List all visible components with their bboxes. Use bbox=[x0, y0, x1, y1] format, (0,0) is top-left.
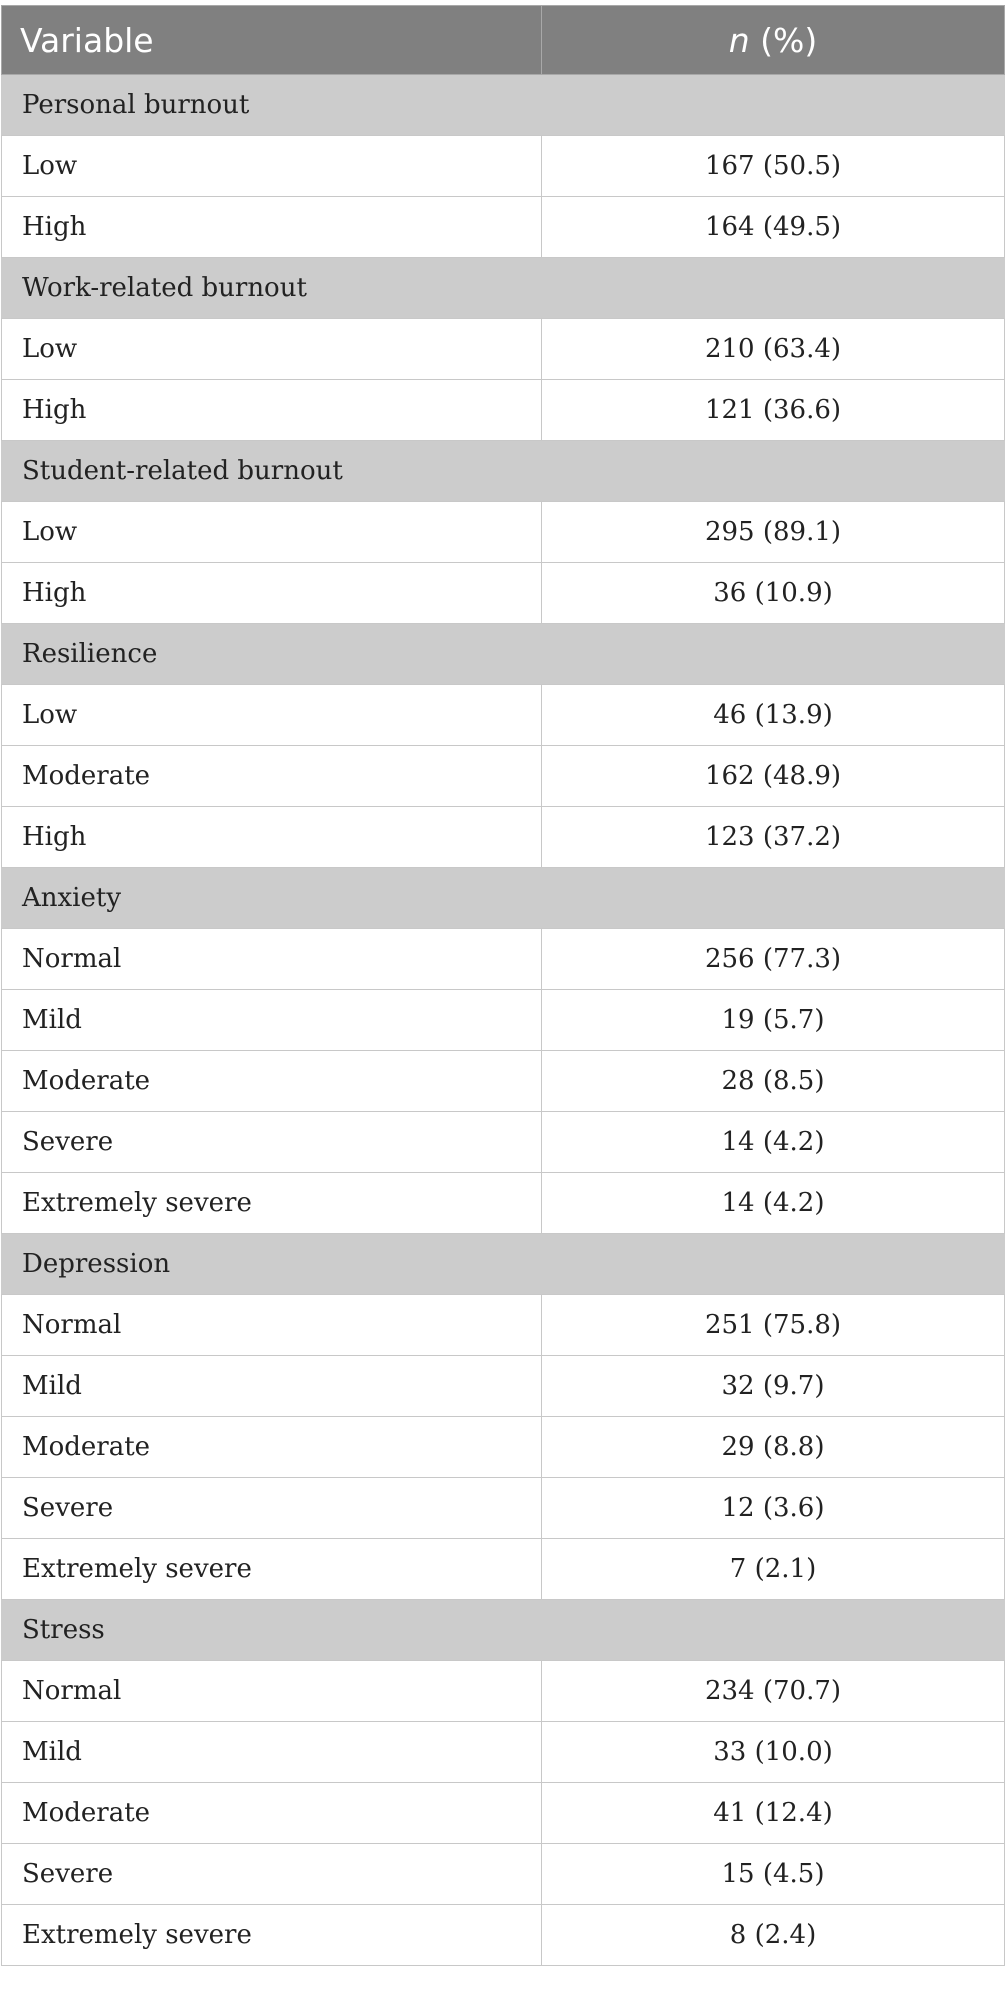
section-row bbox=[2, 258, 1005, 319]
section-title: Personal burnout bbox=[2, 75, 1005, 136]
section-row bbox=[2, 1600, 1005, 1661]
table-row bbox=[2, 563, 1005, 624]
table-header bbox=[2, 6, 1005, 75]
row-label: High bbox=[2, 563, 542, 624]
row-value: 32 (9.7) bbox=[542, 1356, 1005, 1417]
row-value: 28 (8.5) bbox=[542, 1051, 1005, 1112]
row-value: 162 (48.9) bbox=[542, 746, 1005, 807]
section-row bbox=[2, 75, 1005, 136]
row-label: High bbox=[2, 807, 542, 868]
column-header-n-symbol: n bbox=[728, 20, 750, 60]
row-value: 8 (2.4) bbox=[542, 1905, 1005, 1966]
row-label: Mild bbox=[2, 990, 542, 1051]
row-label: High bbox=[2, 380, 542, 441]
section-row bbox=[2, 868, 1005, 929]
table-row bbox=[2, 685, 1005, 746]
section-title: Student-related burnout bbox=[2, 441, 1005, 502]
row-value: 251 (75.8) bbox=[542, 1295, 1005, 1356]
table-row bbox=[2, 1112, 1005, 1173]
table-row bbox=[2, 929, 1005, 990]
section-row bbox=[2, 441, 1005, 502]
section-title: Depression bbox=[2, 1234, 1005, 1295]
row-value: 7 (2.1) bbox=[542, 1539, 1005, 1600]
row-value: 295 (89.1) bbox=[542, 502, 1005, 563]
row-value: 19 (5.7) bbox=[542, 990, 1005, 1051]
row-label: Normal bbox=[2, 929, 542, 990]
row-label: Moderate bbox=[2, 1417, 542, 1478]
table-row bbox=[2, 1539, 1005, 1600]
row-label: Low bbox=[2, 502, 542, 563]
row-value: 210 (63.4) bbox=[542, 319, 1005, 380]
table-row bbox=[2, 1173, 1005, 1234]
table-row bbox=[2, 380, 1005, 441]
row-label: Extremely severe bbox=[2, 1539, 542, 1600]
row-value: 14 (4.2) bbox=[542, 1112, 1005, 1173]
row-label: Severe bbox=[2, 1844, 542, 1905]
row-label: Mild bbox=[2, 1356, 542, 1417]
row-label: Moderate bbox=[2, 1783, 542, 1844]
row-value: 36 (10.9) bbox=[542, 563, 1005, 624]
row-value: 46 (13.9) bbox=[542, 685, 1005, 746]
section-title: Stress bbox=[2, 1600, 1005, 1661]
table-row bbox=[2, 1356, 1005, 1417]
table-row bbox=[2, 746, 1005, 807]
row-label: Moderate bbox=[2, 1051, 542, 1112]
section-title: Anxiety bbox=[2, 868, 1005, 929]
table-row bbox=[2, 1844, 1005, 1905]
row-label: Severe bbox=[2, 1478, 542, 1539]
row-label: Moderate bbox=[2, 746, 542, 807]
results-table bbox=[1, 5, 1005, 1966]
table-row bbox=[2, 1417, 1005, 1478]
header-row bbox=[2, 6, 1005, 75]
table-row bbox=[2, 1722, 1005, 1783]
row-value: 256 (77.3) bbox=[542, 929, 1005, 990]
row-value: 234 (70.7) bbox=[542, 1661, 1005, 1722]
section-title: Work-related burnout bbox=[2, 258, 1005, 319]
row-label: Severe bbox=[2, 1112, 542, 1173]
row-value: 15 (4.5) bbox=[542, 1844, 1005, 1905]
section-title: Resilience bbox=[2, 624, 1005, 685]
table-row bbox=[2, 319, 1005, 380]
row-value: 29 (8.8) bbox=[542, 1417, 1005, 1478]
table-row bbox=[2, 807, 1005, 868]
table-row bbox=[2, 1478, 1005, 1539]
row-label: Normal bbox=[2, 1661, 542, 1722]
row-label: Low bbox=[2, 685, 542, 746]
row-value: 123 (37.2) bbox=[542, 807, 1005, 868]
row-label: Mild bbox=[2, 1722, 542, 1783]
row-value: 14 (4.2) bbox=[542, 1173, 1005, 1234]
table-body bbox=[2, 75, 1005, 1966]
table-row bbox=[2, 1783, 1005, 1844]
row-label: Low bbox=[2, 319, 542, 380]
table-row bbox=[2, 1905, 1005, 1966]
row-label: Extremely severe bbox=[2, 1905, 542, 1966]
column-header-n-percent bbox=[542, 6, 1005, 75]
section-row bbox=[2, 1234, 1005, 1295]
row-label: Normal bbox=[2, 1295, 542, 1356]
row-value: 167 (50.5) bbox=[542, 136, 1005, 197]
row-value: 164 (49.5) bbox=[542, 197, 1005, 258]
row-value: 33 (10.0) bbox=[542, 1722, 1005, 1783]
table-row bbox=[2, 502, 1005, 563]
row-label: Low bbox=[2, 136, 542, 197]
table-row bbox=[2, 1051, 1005, 1112]
column-header-percent: (%) bbox=[749, 20, 818, 60]
row-value: 12 (3.6) bbox=[542, 1478, 1005, 1539]
table-row bbox=[2, 197, 1005, 258]
table-row bbox=[2, 1295, 1005, 1356]
row-value: 41 (12.4) bbox=[542, 1783, 1005, 1844]
column-header-variable: Variable bbox=[2, 6, 542, 75]
row-value: 121 (36.6) bbox=[542, 380, 1005, 441]
results-table-container bbox=[1, 5, 1004, 1966]
table-row bbox=[2, 136, 1005, 197]
section-row bbox=[2, 624, 1005, 685]
row-label: High bbox=[2, 197, 542, 258]
row-label: Extremely severe bbox=[2, 1173, 542, 1234]
table-row bbox=[2, 990, 1005, 1051]
table-row bbox=[2, 1661, 1005, 1722]
